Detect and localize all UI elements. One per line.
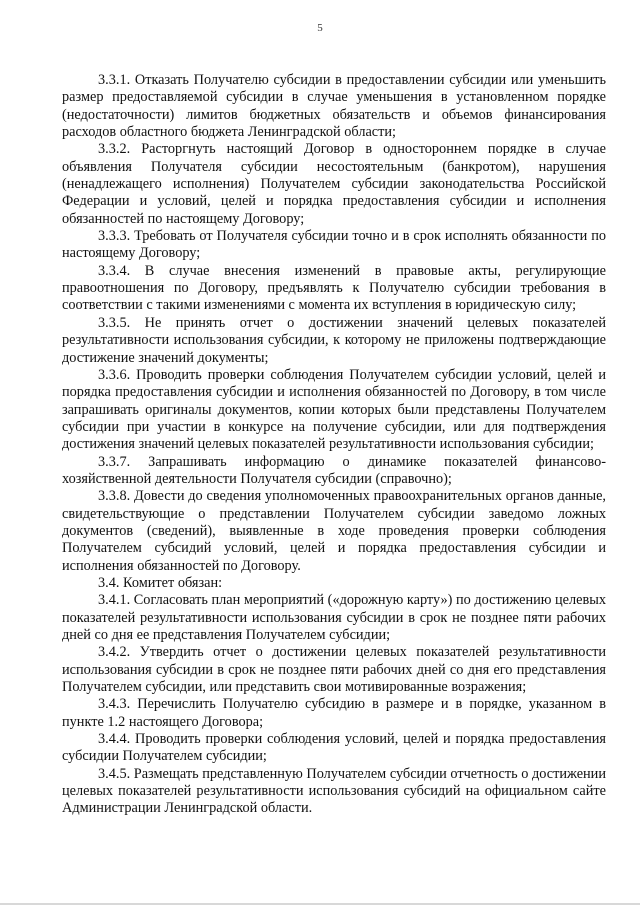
page-number: 5 [317, 22, 323, 34]
clause-3-3-5: 3.3.5. Не принять отчет о достижении значений целевых показателей результативности использования субсидии, к которому не приложены подтверждающие достижение значений документы; [62, 314, 606, 366]
clause-3-3-2: 3.3.2. Расторгнуть настоящий Договор в одностороннем порядке в случае объявления Получателя субсидии несостоятельным (банкротом), нарушения (ненадлежащего исполнения) Получателем субсидии законодательства Российской Федерации и условий, целей и порядка предоставления субсидии и исполнения обязанностей по настоящему Договору; [62, 141, 606, 227]
clause-3-3-1: 3.3.1. Отказать Получателю субсидии в предоставлении субсидии или уменьшить размер предоставляемой субсидии в случае уменьшения в установленном порядке (недостаточности) лимитов бюджетных обязательств и объемов финансирования расходов областного бюджета Ленинградской области; [62, 72, 606, 141]
document-body [62, 72, 606, 818]
clause-3-4-2: 3.4.2. Утвердить отчет о достижении целевых показателей результативности использования субсидии в срок не позднее пяти рабочих дней со дня его представления Получателем субсидии, или представить свои мотивированные возражения; [62, 644, 606, 696]
clause-3-3-8: 3.3.8. Довести до сведения уполномоченных правоохранительных органов данные, свидетельствующие о представлении Получателем субсидии заведомо ложных документов (сведений), выявленные в ходе проведения проверки соблюдения Получателем субсидий условий, целей и порядка предоставления субсидии и исполнения обязанностей по Договору. [62, 488, 606, 574]
clause-3-4-3: 3.4.3. Перечислить Получателю субсидию в размере и в порядке, указанном в пункте 1.2 настоящего Договора; [62, 696, 606, 730]
clause-3-4-1: 3.4.1. Согласовать план мероприятий («дорожную карту») по достижению целевых показателей результативности использования субсидии в срок не позднее пяти рабочих дней со дня ее представления Получателем субсидии; [62, 592, 606, 643]
clause-3-4-5: 3.4.5. Размещать представленную Получателем субсидии отчетность о достижении целевых показателей результативности использования субсидий на официальном сайте Администрации Ленинградской области. [62, 765, 606, 817]
clause-3-3-4: 3.3.4. В случае внесения изменений в правовые акты, регулирующие правоотношения по Договору, предъявлять к Получателю субсидии требования в соответствии с такими изменениями с момента их вступления в юридическую силу; [62, 262, 606, 314]
clause-3-3-6: 3.3.6. Проводить проверки соблюдения Получателем субсидии условий, целей и порядка предоставления субсидии и исполнения обязанностей по Договору, в том числе запрашивать оригиналы документов, копии которых были представлены Получателем субсидии при участии в конкурсе на получение субсидии, или для подтверждения достижения значений целевых показателей результативности использования субсидии; [62, 366, 606, 453]
clause-3-3-3: 3.3.3. Требовать от Получателя субсидии точно и в срок исполнять обязанности по настоящему Договору; [62, 228, 606, 262]
clause-3-3-7: 3.3.7. Запрашивать информацию о динамике показателей финансово-хозяйственной деятельности Получателя субсидии (справочно); [62, 453, 606, 487]
clause-3-4-heading: 3.4. Комитет обязан: [98, 574, 223, 591]
clause-3-4-4: 3.4.4. Проводить проверки соблюдения условий, целей и порядка предоставления субсидии Получателем субсидии; [62, 731, 606, 765]
